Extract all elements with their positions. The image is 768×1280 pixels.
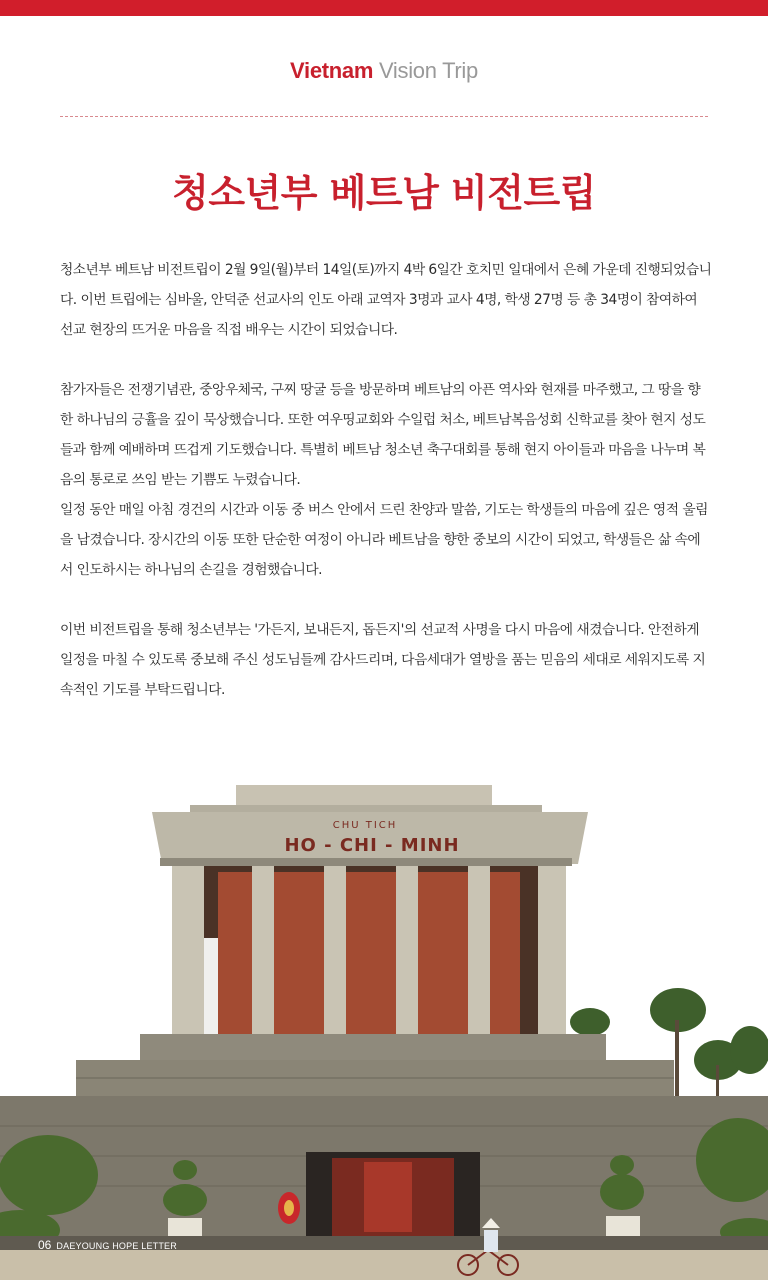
article-title: 청소년부 베트남 비전트립 [172,171,596,215]
sign-main: HO - CHI - MINH [284,835,460,856]
article-body [60,255,712,705]
kicker-light: Vision Trip [378,58,478,83]
section-kicker [0,58,768,84]
paragraph-3: 일정 동안 매일 아침 경건의 시간과 이동 중 버스 안에서 드린 찬양과 말씀, 기도는 학생들의 마음에 깊은 영적 울림을 남겼습니다. 장시간의 이동 또한 단순한 여정이 아니라 베트남을 향한 중보의 시간이 되었고, 학생들은 삶 속에서 인도하시는 하나님의 손길을 경험했습니다. [60,502,708,578]
page-footer [38,1238,177,1252]
sign-top: CHU TICH [332,820,398,831]
magazine-name: DAEYOUNG HOPE LETTER [56,1241,177,1251]
kicker-strong: Vietnam [290,58,374,83]
paragraph-4: 이번 비전트립을 통해 청소년부는 '가든지, 보내든지, 돕든지'의 선교적 사명을 다시 마음에 새겼습니다. 안전하게 일정을 마칠 수 있도록 중보해 주신 성도님들께 감사드리며, 다음세대가 열방을 품는 믿음의 세대로 세워지도록 지속적인 기도를 부탁드립니다. [60,622,706,698]
paragraph-2: 참가자들은 전쟁기념관, 중앙우체국, 구찌 땅굴 등을 방문하며 베트남의 아픈 역사와 현재를 마주했고, 그 땅을 향한 하나님의 긍휼을 깊이 묵상했습니다. 또한 여우띵교회와 수일럽 처소, 베트남복음성회 신학교를 찾아 현지 성도들과 함께 예배하며 뜨겁게 기도했습니다. 특별히 베트남 청소년 축구대회를 통해 현지 아이들과 마음을 나누며 복음의 통로로 쓰임 받는 기쁨도 누렸습니다. [60,382,706,488]
mausoleum-photo [0,760,768,1280]
top-accent-bar [0,0,768,16]
dashed-divider [60,116,708,117]
page-number: 06 [38,1238,52,1252]
paragraph-1: 청소년부 베트남 비전트립이 2월 9일(월)부터 14일(토)까지 4박 6일간 호치민 일대에서 은혜 가운데 진행되었습니다. 이번 트립에는 심바울, 안덕준 선교사의 인도 아래 교역자 3명과 교사 4명, 학생 27명 등 총 34명이 참여하여 선교 현장의 뜨거운 마음을 직접 배우는 시간이 되었습니다. [60,262,712,338]
